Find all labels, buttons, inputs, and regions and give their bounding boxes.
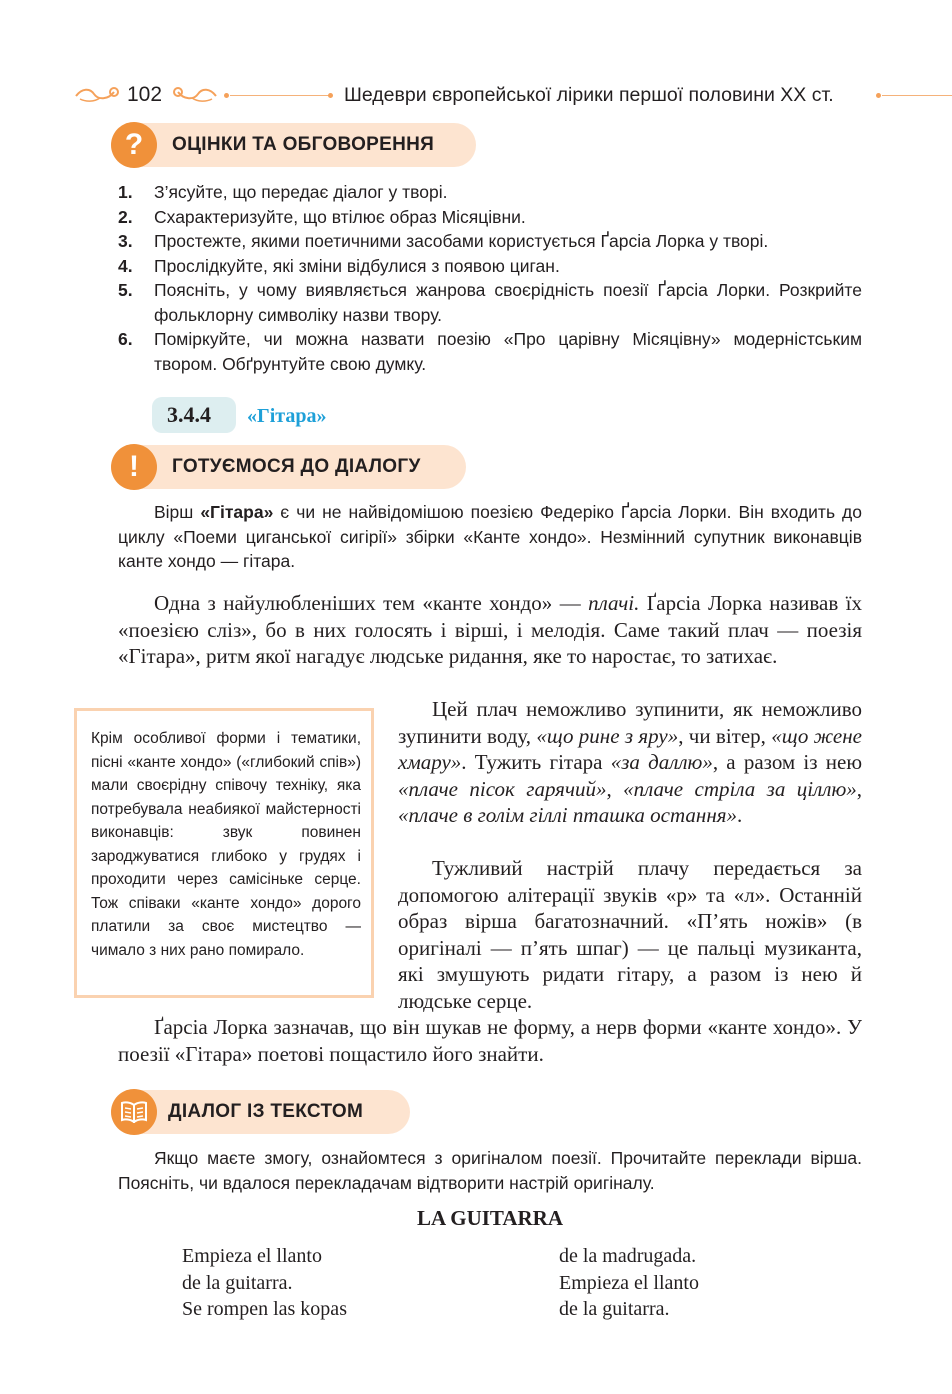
body-paragraph: Одна з найулюбленіших тем «канте хондо» — плачі. Ґарсіа Лорка називав їх «поезією сліз», бо в них голосять і вірші, і мелодія. Саме такий плач — поезія «Гітара», ритм якої нагадує людське ридання, яке то наростає, то затихає. [118, 591, 863, 668]
poem-line: Empieza el llanto [182, 1245, 322, 1267]
subsection-number: 3.4.4 [167, 402, 211, 427]
instruction-paragraph: Якщо маєте змогу, ознайомтеся з оригіналом поезії. Прочитайте переклади вірша. Поясніть, чи вдалося перекладачам відтворити настрій оригіналу. [118, 1148, 862, 1193]
section-title: ГОТУЄМОСЯ ДО ДІАЛОГУ [172, 456, 421, 477]
list-item: 6. Поміркуйте, чи можна назвати поезію «Про царівну Місяцівну» модерністським твором. Обґрунтуйте свою думку. [118, 329, 862, 374]
poem-column-left [182, 1243, 347, 1323]
body-paragraph: Ґарсіа Лорка зазначав, що він шукав не форму, а нерв форми «канте хондо». У поезії «Гітара» поетові пощастило його знайти. [118, 1015, 862, 1066]
header-dot [876, 93, 881, 98]
body-paragraph: Цей плач неможливо зупинити, як неможливо зупинити воду, «що рине з яру», чи вітер, «що жене хмару». Тужить гітара «за даллю», а разом із нею «плаче пісок гарячий», «плаче стріла за ціллю», «плаче в голім гіллі пташка остання». [398, 697, 863, 827]
list-item: 5. Поясніть, у чому виявляється жанрова своєрідність поезії Ґарсіа Лорки. Розкрийте фольклорну символіку назви твору. [118, 280, 862, 325]
poem-line: de la guitarra. [182, 1271, 293, 1294]
section-title: ОЦІНКИ ТА ОБГОВОРЕННЯ [172, 134, 435, 155]
list-item: 2. Схарактеризуйте, що втілює образ Місяцівни. [118, 206, 526, 227]
left-ornament-icon [74, 84, 122, 104]
poem-title: LA GUITARRA [416, 1206, 564, 1230]
intro-paragraph: Вірш «Гітара» є чи не найвідомішою поезією Федеріко Ґарсіа Лорки. Він входить до циклу «Поеми циганської сигірії» збірки «Канте хондо». Незмінний супутник виконавців канте хондо — гітара. [118, 502, 862, 571]
poem-column-right [559, 1243, 699, 1323]
list-item: 4. Прослідкуйте, які зміни відбулися з появою циган. [118, 255, 560, 276]
page-number: 102 [127, 83, 163, 106]
sidebar-note [74, 708, 374, 998]
header-rule-left [230, 95, 330, 96]
open-book-icon [120, 1101, 148, 1123]
list-item: 3. Простежте, якими поетичними засобами користується Ґарсіа Лорка у творі. [118, 231, 769, 251]
question-icon: ? [111, 122, 157, 168]
subsection-title: «Гітара» [247, 405, 327, 427]
poem-line: Se rompen las kopas [182, 1298, 347, 1320]
body-paragraph: Тужливий настрій плачу передається за допомогою алітерації звуків «р» та «л». Останній образ вірша багатозначний. «П’ять ножів» (в оригіналі — п’ять шпаг) — це пальці музиканта, які змушують ридати гітару, а разом із нею й людське серце. [398, 856, 862, 1013]
header-dot [328, 93, 333, 98]
exclamation-icon: ! [111, 444, 157, 490]
running-title: Шедеври європейської лірики першої половини XX ст. [344, 84, 834, 106]
poem-line: Empieza el llanto [559, 1271, 699, 1294]
header-dot [224, 93, 229, 98]
section-title: ДІАЛОГ ІЗ ТЕКСТОМ [168, 1101, 364, 1122]
header-rule-right [882, 95, 952, 96]
poem-line: de la madrugada. [559, 1245, 697, 1267]
poem-line: de la guitarra. [559, 1298, 670, 1320]
list-item: 1. З’ясуйте, що передає діалог у творі. [118, 182, 448, 202]
right-ornament-icon [170, 84, 218, 104]
open-book-icon [111, 1089, 157, 1135]
sidebar-note-text: Крім особливої форми і тематики, пісні «канте хондо» («глибокий спів») мали своєрідну співочу техніку, яка потребувала неабиякої майстерності виконавців: звук повинен зароджуватися глибоко у грудях і проходити через самісіньке серце. Тож співаки «канте хондо» дорого платили за своє мистецтво — чимало з них рано помирало. [91, 730, 361, 959]
